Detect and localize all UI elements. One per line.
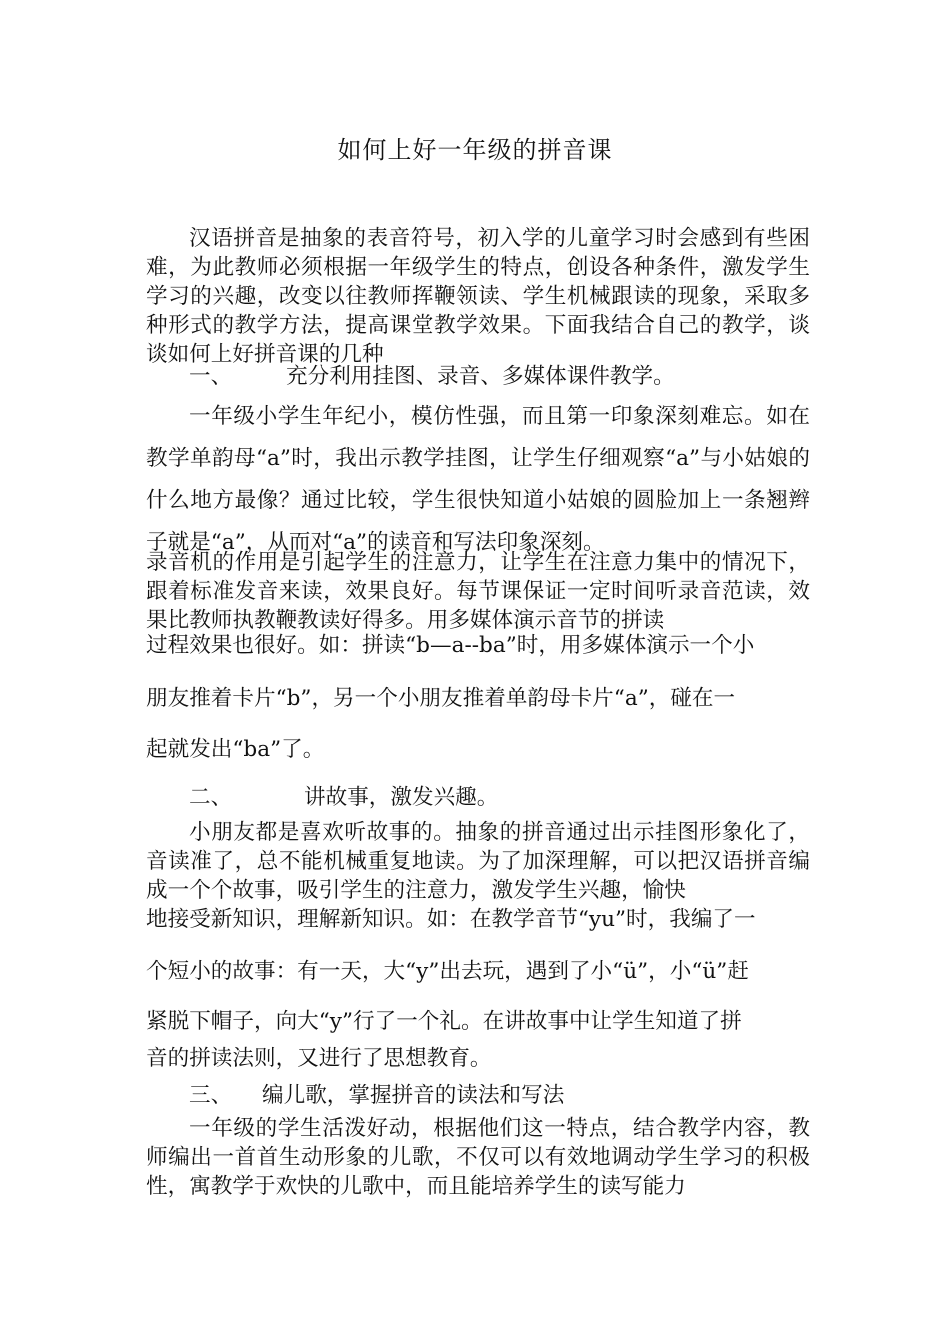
intro-paragraph: 汉语拼音是抽象的表音符号，初入学的儿童学习时会感到有些困难，为此教师必须根据一年级学生的特点，创设各种条件，激发学生学习的兴趣，改变以往教师挥鞭领读、学生机械跟读的现象，采取多种形式的教学方法，提高课堂教学效果。下面我结合自己的教学，谈谈如何上好拼音课的几种 (146, 226, 810, 367)
section-2-title: 讲故事，激发兴趣。 (304, 785, 499, 810)
section-1-paragraph-2-line-5: 朋友推着卡片“b”，另一个小朋友推着单韵母卡片“a”，碰在一 (146, 686, 736, 711)
section-3-paragraph-1: 一年级的学生活泼好动，根据他们这一特点，结合教学内容，教师编出一首首生动形象的儿歌，不仅可以有效地调动学生学习的积极性，寓教学于欢快的儿歌中，而且能培养学生的读写能力 (146, 1116, 810, 1199)
section-3-heading (189, 1081, 565, 1111)
section-2-paragraph-1-line-7: 音的拼读法则，又进行了思想教育。 (146, 1046, 492, 1071)
section-1-paragraph-2-line-6: 起就发出“ba”了。 (146, 737, 325, 762)
section-1-paragraph-2: 录音机的作用是引起学生的注意力，让学生在注意力集中的情况下，跟着标准发音来读，效果良好。每节课保证一定时间听录音范读，效果比教师执教鞭教读好得多。用多媒体演示音节的拼读 (146, 550, 810, 633)
section-1-heading (189, 362, 675, 392)
section-2-heading (189, 783, 499, 813)
section-3-number: 三、 (189, 1083, 233, 1108)
section-2-paragraph-1-line-6: 紧脱下帽子，向大“y”行了一个礼。在讲故事中让学生知道了拼 (146, 1009, 742, 1034)
section-1-title: 充分利用挂图、录音、多媒体课件教学。 (286, 364, 675, 389)
page-title: 如何上好一年级的拼音课 (337, 136, 613, 164)
section-2-paragraph-1: 小朋友都是喜欢听故事的。抽象的拼音通过出示挂图形象化了，音读准了，总不能机械重复地读。为了加深理解，可以把汉语拼音编成一个个故事，吸引学生的注意力，激发学生兴趣，愉快 (146, 820, 810, 903)
section-2-paragraph-1-line-4: 地接受新知识，理解新知识。如：在教学音节“yu”时，我编了一 (146, 907, 756, 932)
section-1-number: 一、 (189, 364, 233, 389)
section-1-paragraph-1: 一年级小学生年纪小，模仿性强，而且第一印象深刻难忘。如在教学单韵母“a”时，我出示教学挂图，让学生仔细观察“a”与小姑娘的什么地方最像？通过比较，学生很快知道小姑娘的圆脸加上一条翘辫子就是“a”，从而对“a”的读音和写法印象深刻。 (146, 404, 810, 555)
section-3-title: 编儿歌，掌握拼音的读法和写法 (262, 1083, 565, 1108)
section-1-paragraph-2-line-4: 过程效果也很好。如：拼读“b—a--ba”时，用多媒体演示一个小 (146, 633, 755, 658)
section-2-paragraph-1-line-5: 个短小的故事：有一天，大“y”出去玩，遇到了小“ü”，小“ü”赶 (146, 959, 749, 984)
section-2-number: 二、 (189, 785, 233, 810)
